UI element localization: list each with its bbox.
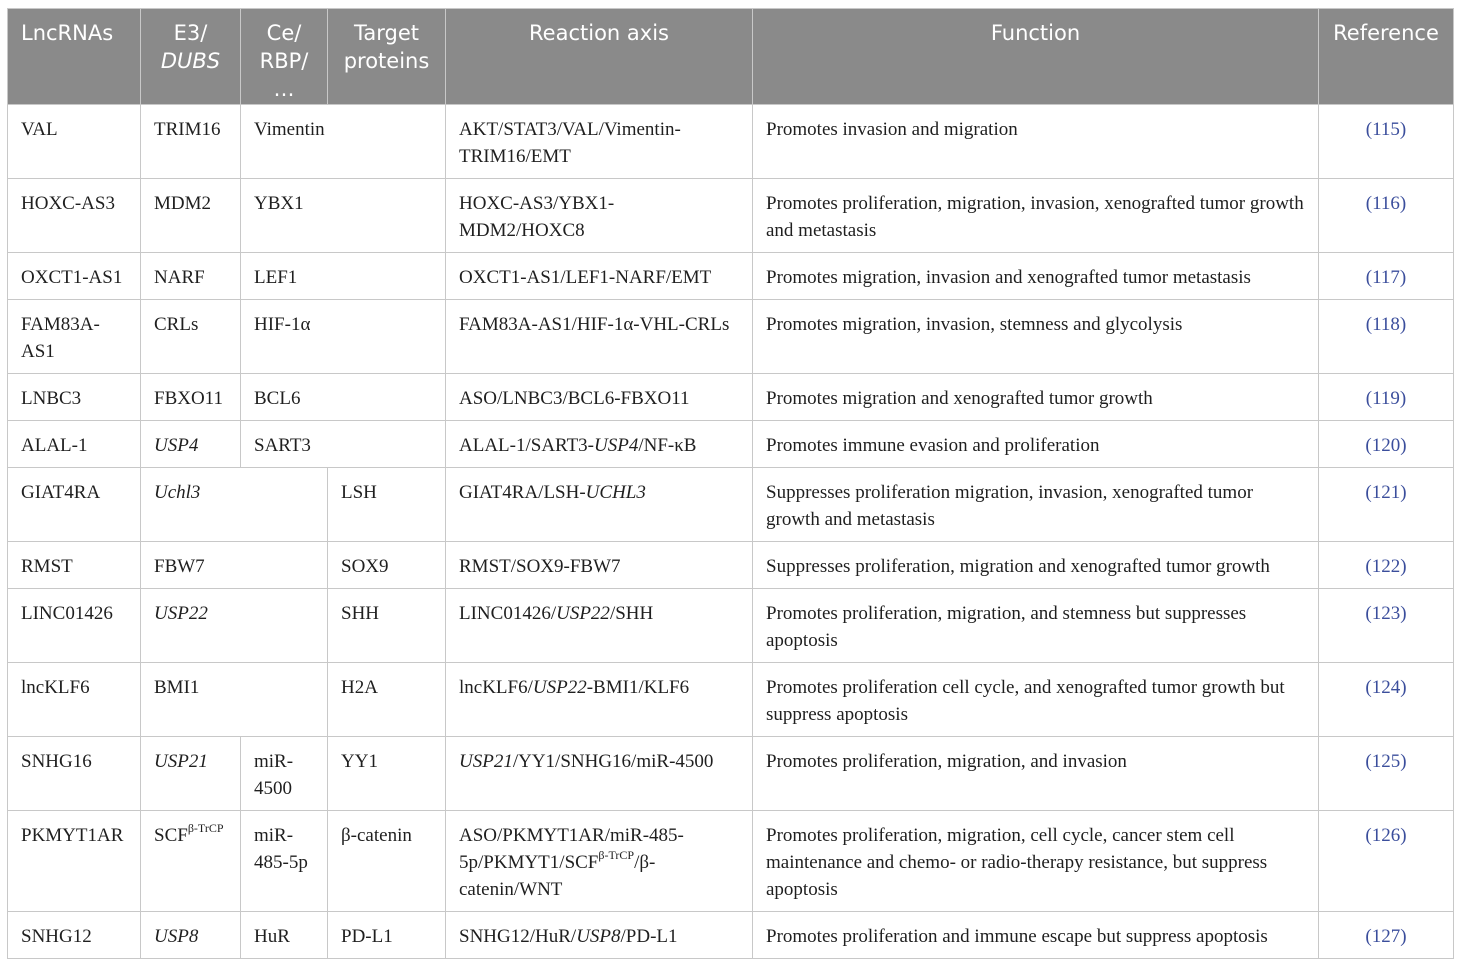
cell-lncrna: OXCT1-AS1 (8, 253, 141, 300)
cell-e3: $SCF^{\beta-TrCP}$ (141, 811, 241, 912)
cell-lncrna: SNHG12 (8, 912, 141, 959)
cell-e3: CRLs (141, 300, 241, 374)
cell-e3: FBXO11 (141, 374, 241, 421)
table-row (8, 253, 1454, 300)
table-row (8, 663, 1454, 737)
cell-ce-target: SART3 (241, 421, 446, 468)
cell-axis: HOXC-AS3/YBX1-MDM2/HOXC8 (446, 179, 753, 253)
header-target-proteins: Target proteins (328, 9, 446, 105)
cell-axis: USP21/YY1/SNHG16/miR-4500 (446, 737, 753, 811)
cell-ce: HuR (241, 912, 328, 959)
cell-target: SOX9 (328, 542, 446, 589)
table-row (8, 912, 1454, 959)
cell-ce-target: Vimentin (241, 105, 446, 179)
table-row (8, 811, 1454, 912)
cell-reference[interactable]: (115) (1319, 105, 1454, 179)
cell-target: SHH (328, 589, 446, 663)
cell-axis: AKT/STAT3/VAL/Vimentin-TRIM16/EMT (446, 105, 753, 179)
cell-ce-target: YBX1 (241, 179, 446, 253)
cell-target: PD-L1 (328, 912, 446, 959)
cell-reference[interactable]: (122) (1319, 542, 1454, 589)
cell-reference[interactable]: (125) (1319, 737, 1454, 811)
cell-reference[interactable]: (126) (1319, 811, 1454, 912)
table-row (8, 179, 1454, 253)
header-reaction-axis: Reaction axis (446, 9, 753, 105)
cell-target: YY1 (328, 737, 446, 811)
cell-reference[interactable]: (119) (1319, 374, 1454, 421)
cell-ce-target: BCL6 (241, 374, 446, 421)
table-row (8, 542, 1454, 589)
cell-lncrna: GIAT4RA (8, 468, 141, 542)
lncrna-table (7, 8, 1454, 959)
cell-lncrna: VAL (8, 105, 141, 179)
cell-e3-ce: BMI1 (141, 663, 328, 737)
cell-axis: GIAT4RA/LSH-UCHL3 (446, 468, 753, 542)
table-row (8, 737, 1454, 811)
header-row (8, 9, 1454, 105)
table-row (8, 468, 1454, 542)
cell-axis: ALAL-1/SART3-USP4/NF-κB (446, 421, 753, 468)
cell-function: Promotes proliferation, migration, and stemness but suppresses apoptosis (753, 589, 1319, 663)
header-reference: Reference (1319, 9, 1454, 105)
cell-lncrna: ALAL-1 (8, 421, 141, 468)
cell-function: Promotes proliferation, migration, invasion, xenografted tumor growth and metastasis (753, 179, 1319, 253)
cell-function: Promotes migration, invasion, stemness and glycolysis (753, 300, 1319, 374)
cell-lncrna: PKMYT1AR (8, 811, 141, 912)
cell-reference[interactable]: (116) (1319, 179, 1454, 253)
cell-e3-ce: Uchl3 (141, 468, 328, 542)
cell-function: Promotes proliferation, migration, cell cycle, cancer stem cell maintenance and chemo- or radio-therapy resistance, but suppress apoptosis (753, 811, 1319, 912)
cell-e3: TRIM16 (141, 105, 241, 179)
cell-e3: MDM2 (141, 179, 241, 253)
cell-function: Promotes immune evasion and proliferation (753, 421, 1319, 468)
cell-axis: RMST/SOX9-FBW7 (446, 542, 753, 589)
cell-target: LSH (328, 468, 446, 542)
cell-lncrna: LNBC3 (8, 374, 141, 421)
cell-reference[interactable]: (124) (1319, 663, 1454, 737)
cell-axis: FAM83A-AS1/HIF-1α-VHL-CRLs (446, 300, 753, 374)
table-row (8, 421, 1454, 468)
cell-reference[interactable]: (123) (1319, 589, 1454, 663)
header-ce-rbp: Ce/ RBP/ … (241, 9, 328, 105)
cell-reference[interactable]: (121) (1319, 468, 1454, 542)
cell-lncrna: SNHG16 (8, 737, 141, 811)
cell-ce-target: HIF-1α (241, 300, 446, 374)
cell-axis: ASO/LNBC3/BCL6-FBXO11 (446, 374, 753, 421)
cell-lncrna: HOXC-AS3 (8, 179, 141, 253)
cell-lncrna: LINC01426 (8, 589, 141, 663)
cell-target: β-catenin (328, 811, 446, 912)
table-row (8, 589, 1454, 663)
header-e3-dubs: E3/ DUBS (141, 9, 241, 105)
cell-target: H2A (328, 663, 446, 737)
cell-reference[interactable]: (120) (1319, 421, 1454, 468)
table-row (8, 374, 1454, 421)
cell-e3: NARF (141, 253, 241, 300)
cell-function: Promotes proliferation and immune escape but suppress apoptosis (753, 912, 1319, 959)
cell-e3: USP8 (141, 912, 241, 959)
header-lncrnas: LncRNAs (8, 9, 141, 105)
cell-axis: lncKLF6/USP22-BMI1/KLF6 (446, 663, 753, 737)
cell-reference[interactable]: (117) (1319, 253, 1454, 300)
cell-function: Suppresses proliferation migration, invasion, xenografted tumor growth and metastasis (753, 468, 1319, 542)
cell-lncrna: RMST (8, 542, 141, 589)
header-function: Function (753, 9, 1319, 105)
table-row (8, 105, 1454, 179)
cell-e3-ce: USP22 (141, 589, 328, 663)
cell-function: Promotes migration and xenografted tumor growth (753, 374, 1319, 421)
cell-axis: LINC01426/USP22/SHH (446, 589, 753, 663)
cell-ce-target: LEF1 (241, 253, 446, 300)
cell-axis: SNHG12/HuR/USP8/PD-L1 (446, 912, 753, 959)
cell-function: Suppresses proliferation, migration and xenografted tumor growth (753, 542, 1319, 589)
cell-reference[interactable]: (127) (1319, 912, 1454, 959)
cell-e3: USP4 (141, 421, 241, 468)
cell-lncrna: FAM83A-AS1 (8, 300, 141, 374)
cell-e3: USP21 (141, 737, 241, 811)
cell-axis: ASO/$PKMYT1AR/miR-485-5p/PKMYT1/SCF^{\beta-TrCP}/\beta-catenin$/WNT (446, 811, 753, 912)
cell-ce: miR-485-5p (241, 811, 328, 912)
cell-ce: miR-4500 (241, 737, 328, 811)
cell-function: Promotes proliferation, migration, and invasion (753, 737, 1319, 811)
cell-axis: OXCT1-AS1/LEF1-NARF/EMT (446, 253, 753, 300)
cell-function: Promotes migration, invasion and xenografted tumor metastasis (753, 253, 1319, 300)
cell-e3-ce: FBW7 (141, 542, 328, 589)
cell-reference[interactable]: (118) (1319, 300, 1454, 374)
cell-lncrna: lncKLF6 (8, 663, 141, 737)
cell-function: Promotes proliferation cell cycle, and xenografted tumor growth but suppress apoptosis (753, 663, 1319, 737)
cell-function: Promotes invasion and migration (753, 105, 1319, 179)
table-row (8, 300, 1454, 374)
